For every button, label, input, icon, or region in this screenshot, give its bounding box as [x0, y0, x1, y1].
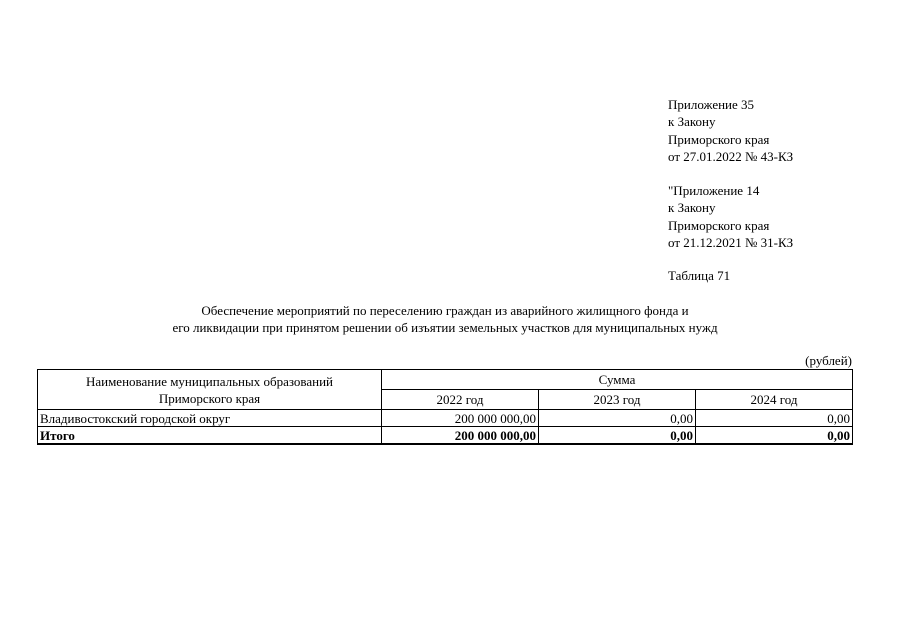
row-value-cell: 0,00 — [539, 410, 696, 427]
document-title-line: его ликвидации при принятом решении об изъятии земельных участков для муниципальных нужд — [172, 320, 718, 335]
total-value-cell: 0,00 — [696, 427, 853, 445]
appendix-amended-line: Приморского края — [668, 217, 770, 233]
table-header-row — [38, 370, 853, 390]
appendix-amended-line: от 21.12.2021 № 31-КЗ — [668, 234, 794, 250]
funding-table — [37, 369, 853, 445]
row-value-cell: 0,00 — [696, 410, 853, 427]
header-year-cell: 2024 год — [696, 390, 853, 410]
units-label: (рублей) — [805, 353, 852, 368]
table-total-row — [38, 427, 853, 445]
document-title — [40, 302, 850, 336]
appendix-amended-line: "Приложение 14 — [668, 183, 760, 198]
appendix-amended-block — [668, 182, 868, 251]
header-year-cell: 2023 год — [539, 390, 696, 410]
table-number: Таблица 71 — [668, 268, 731, 283]
appendix-amended-line: к Закону — [668, 200, 716, 216]
header-municipality-line: Наименование муниципальных образований — [85, 373, 334, 389]
header-sum-cell: Сумма — [382, 370, 853, 390]
table-row — [38, 410, 853, 427]
total-value-cell: 0,00 — [539, 427, 696, 445]
appendix-current-line: к Закону — [668, 114, 716, 130]
appendix-current-line: от 27.01.2022 № 43-КЗ — [668, 148, 794, 164]
appendix-current-line: Приморского края — [668, 131, 770, 147]
row-value-cell: 200 000 000,00 — [382, 410, 539, 427]
total-value-cell: 200 000 000,00 — [382, 427, 539, 445]
header-municipality-line: Приморского края — [158, 390, 261, 406]
header-year-cell: 2022 год — [382, 390, 539, 410]
row-name-cell: Владивостокский городской округ — [38, 410, 382, 427]
total-name-cell: Итого — [38, 427, 382, 445]
header-municipality-cell — [38, 370, 382, 410]
appendix-current-block — [668, 96, 868, 165]
document-title-line: Обеспечение мероприятий по переселению граждан из аварийного жилищного фонда и — [201, 303, 689, 318]
appendix-current-line: Приложение 35 — [668, 97, 755, 112]
